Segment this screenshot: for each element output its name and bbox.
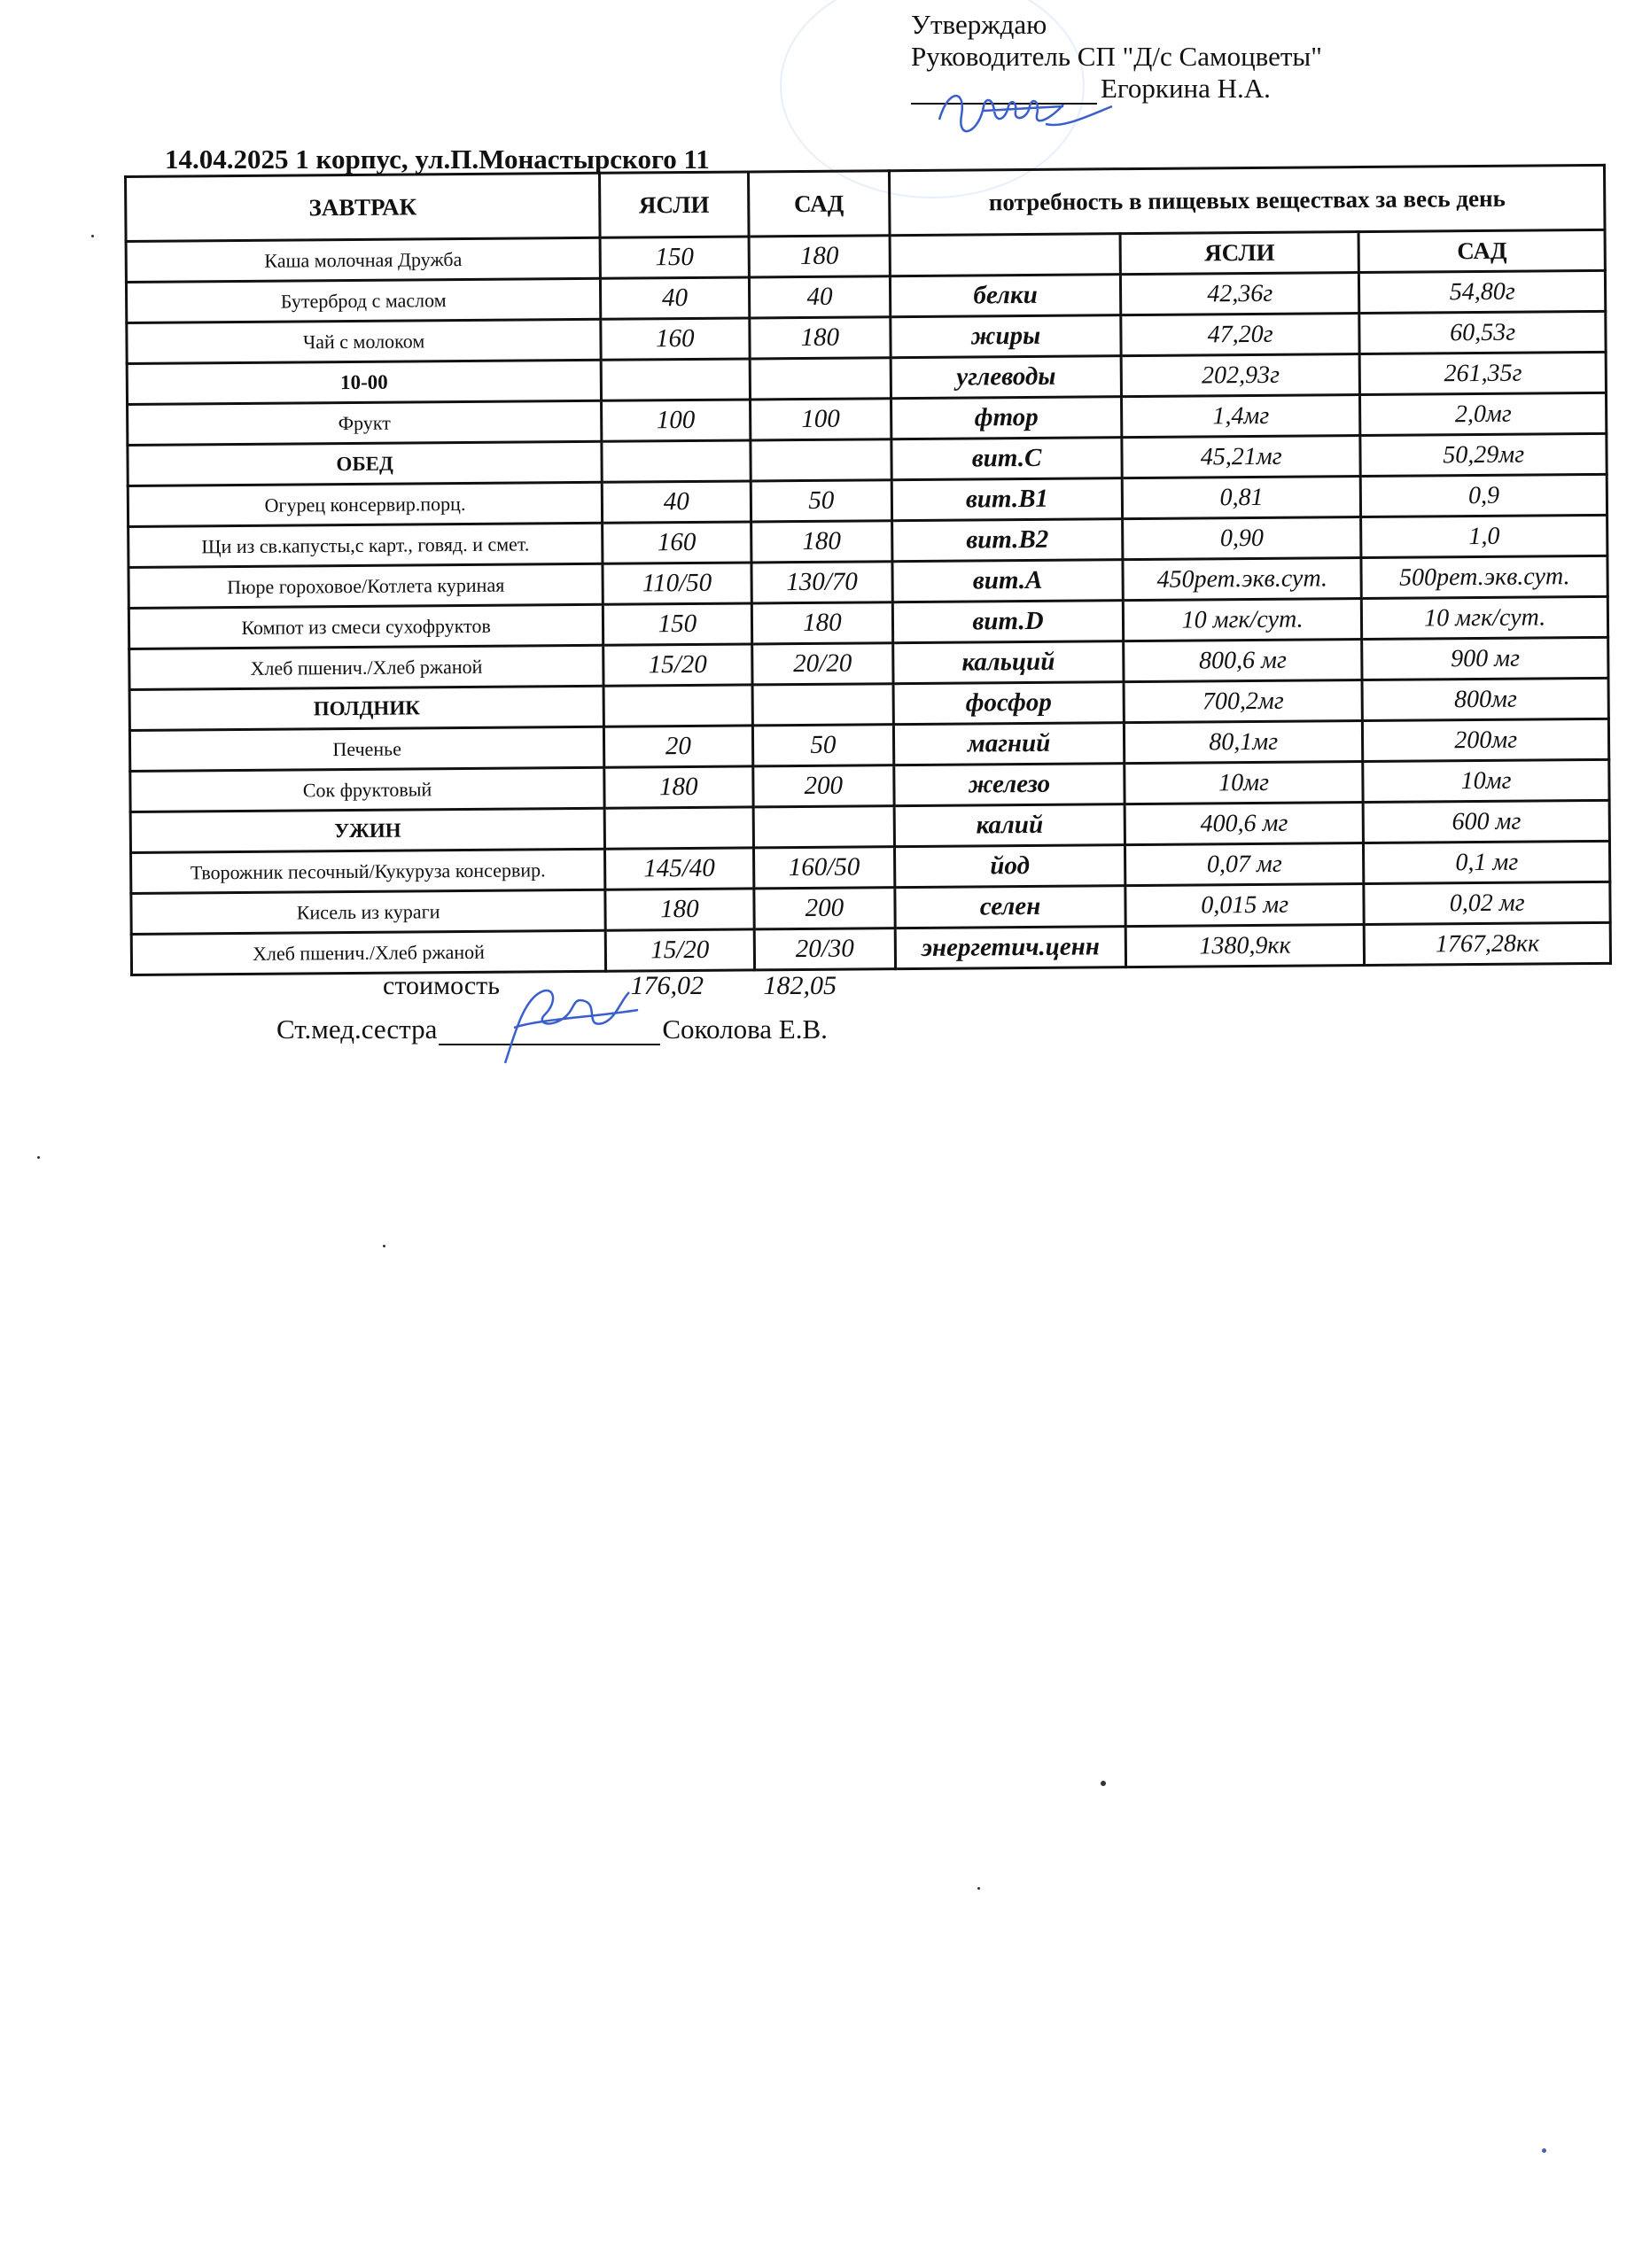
garden-portion: 200	[753, 888, 895, 929]
menu-table	[124, 164, 1612, 976]
dish-name: Пюре гороховое/Котлета куриная	[128, 563, 603, 608]
garden-column-header: САД	[748, 171, 890, 237]
dish-name: Фрукт	[128, 400, 603, 445]
garden-portion	[751, 439, 892, 481]
nurse-label: Ст.мед.сестра	[276, 1014, 438, 1045]
scan-speck	[91, 235, 94, 237]
nutrient-name: вит.В1	[891, 478, 1122, 521]
dish-name: Печенье	[129, 726, 604, 771]
nursery-portion	[604, 807, 753, 849]
nutrient-garden-value: 10мг	[1363, 759, 1609, 802]
dish-name: Хлеб пшенич./Хлеб ржаной	[129, 645, 604, 689]
nursery-portion: 15/20	[603, 644, 752, 686]
nutrient-name: вит.D	[892, 601, 1123, 643]
meal-section-label: ПОЛДНИК	[129, 686, 604, 730]
nutrient-garden-value: 54,80г	[1359, 270, 1606, 313]
nursery-portion	[603, 685, 752, 726]
approver-name: Егоркина Н.А.	[1101, 73, 1271, 104]
nursery-portion	[601, 359, 750, 400]
nutrient-nursery-value: 80,1мг	[1124, 721, 1363, 764]
dish-name: Щи из св.капусты,с карт., говяд. и смет.	[128, 523, 603, 567]
meal-section-label: ОБЕД	[128, 441, 603, 485]
nursery-portion: 145/40	[605, 848, 754, 889]
nutrient-garden-value: 10 мгк/сут.	[1362, 596, 1608, 639]
dish-name: Бутерброд с маслом	[126, 278, 601, 322]
nursery-portion: 180	[604, 766, 753, 808]
nursery-portion: 110/50	[603, 563, 751, 604]
nutrient-name: калий	[894, 804, 1125, 847]
nutrient-nursery-value: 10мг	[1125, 762, 1364, 804]
director-signature	[930, 80, 1125, 142]
nursery-portion: 150	[600, 237, 749, 278]
nursery-portion: 160	[603, 522, 751, 563]
nutrient-name: энергетич.ценн	[895, 927, 1125, 969]
nutrient-garden-value: 900 мг	[1362, 637, 1608, 680]
nutrient-name: жиры	[891, 315, 1121, 358]
garden-portion: 200	[752, 765, 894, 807]
nutrient-nursery-value: 0,90	[1122, 517, 1361, 560]
nutrient-nursery-value: 42,36г	[1120, 273, 1359, 315]
nurse-signature	[487, 975, 656, 1072]
nutrient-nursery-value: 47,20г	[1121, 314, 1360, 356]
nutrient-garden-value: 600 мг	[1364, 800, 1610, 843]
nutrient-name: магний	[894, 723, 1125, 765]
nutrient-nursery-value: 0,015 мг	[1125, 884, 1365, 927]
nutrient-garden-value: 1,0	[1361, 515, 1607, 557]
dish-name: Творожник песочный/Кукуруза консервир.	[131, 849, 606, 893]
nutrient-garden-value: 0,1 мг	[1364, 841, 1610, 883]
nutrient-garden-value: 800мг	[1362, 678, 1608, 720]
needs-garden-header: САД	[1358, 229, 1605, 272]
scan-speck	[1542, 2148, 1546, 2153]
nutrient-name: углеводы	[891, 356, 1121, 399]
garden-portion: 50	[752, 725, 894, 766]
meal-column-header: ЗАВТРАК	[126, 173, 601, 241]
nutrient-name: вит.В2	[892, 519, 1123, 562]
nutrient-nursery-value: 0,81	[1122, 477, 1361, 519]
garden-portion: 40	[749, 276, 891, 318]
dish-name: Компот из смеси сухофруктов	[128, 604, 603, 649]
nutrient-nursery-value: 400,6 мг	[1125, 803, 1364, 845]
scan-speck	[383, 1245, 385, 1247]
nutrient-nursery-value: 1,4мг	[1121, 395, 1360, 438]
cost-garden: 182,05	[763, 971, 837, 1000]
nutrient-name: фтор	[891, 397, 1122, 439]
scan-speck	[1101, 1781, 1106, 1786]
nutrient-nursery-value: 800,6 мг	[1124, 640, 1363, 682]
nutrient-garden-value: 261,35г	[1360, 352, 1607, 394]
nutrient-name: белки	[891, 275, 1121, 317]
nutrient-garden-value: 60,53г	[1359, 311, 1606, 353]
dish-name: Огурец консервир.порц.	[128, 482, 603, 526]
nutrient-garden-value: 200мг	[1363, 718, 1609, 761]
garden-portion: 20/20	[751, 643, 893, 685]
nutrient-nursery-value: 202,93г	[1121, 354, 1360, 397]
garden-portion: 160/50	[753, 847, 895, 889]
nutrient-garden-value: 0,9	[1361, 474, 1607, 517]
garden-portion: 180	[751, 521, 892, 563]
scan-speck	[977, 1887, 980, 1890]
nutrient-name: железо	[894, 764, 1125, 806]
garden-portion	[752, 684, 894, 726]
nutrient-nursery-value: 1380,9кк	[1125, 925, 1365, 967]
nutrient-name: йод	[895, 845, 1125, 888]
garden-portion: 20/30	[754, 928, 896, 970]
garden-portion: 100	[750, 399, 891, 440]
nursery-portion: 15/20	[605, 929, 754, 971]
dish-name: Хлеб пшенич./Хлеб ржаной	[131, 930, 606, 975]
nurse-name: Соколова Е.В.	[662, 1014, 828, 1045]
table-header-row	[126, 165, 1606, 241]
nutrient-name: вит.А	[892, 560, 1123, 602]
dish-name: Сок фруктовый	[130, 767, 605, 812]
nursery-portion: 150	[603, 603, 751, 645]
nutrient-name: фосфор	[893, 682, 1124, 725]
garden-portion: 180	[749, 317, 891, 359]
garden-portion: 50	[751, 480, 892, 522]
nursery-portion: 40	[602, 481, 751, 523]
nutrient-name: селен	[895, 886, 1125, 928]
nutrient-name: кальций	[893, 641, 1124, 684]
garden-portion	[753, 806, 895, 848]
meal-section-label: УЖИН	[130, 808, 605, 852]
nutrient-garden-value: 500рет.экв.сут.	[1361, 555, 1607, 598]
nutrient-name	[890, 234, 1120, 276]
nutrient-nursery-value: 45,21мг	[1122, 436, 1361, 478]
nursery-portion: 100	[602, 400, 751, 441]
nursery-portion: 180	[605, 889, 754, 930]
dish-name: Кисель из кураги	[131, 889, 606, 934]
garden-portion: 180	[751, 602, 893, 644]
nutrient-name: вит.С	[891, 438, 1122, 480]
cost-label: стоимость	[383, 971, 500, 1000]
garden-portion	[750, 358, 891, 400]
nutrient-garden-value: 1767,28кк	[1365, 922, 1611, 965]
dish-name: Каша молочная Дружба	[126, 237, 601, 282]
nutrient-nursery-value: 450рет.экв.сут.	[1123, 558, 1362, 601]
nutrient-nursery-value: 700,2мг	[1124, 680, 1363, 723]
approval-line-1: Утверждаю	[911, 9, 1047, 40]
nutrient-garden-value: 2,0мг	[1360, 392, 1607, 435]
nursery-column-header: ЯСЛИ	[600, 172, 749, 237]
nursery-portion	[602, 440, 751, 482]
approval-line-2: Руководитель СП "Д/с Самоцветы"	[911, 41, 1322, 72]
nursery-portion: 20	[604, 726, 753, 767]
needs-nursery-header: ЯСЛИ	[1120, 232, 1359, 275]
dish-name: Чай с молоком	[127, 319, 602, 363]
nutrient-nursery-value: 10 мгк/сут.	[1123, 599, 1362, 641]
nursery-portion: 160	[601, 318, 750, 360]
needs-column-header: потребность в пищевых веществах за весь день	[890, 165, 1605, 235]
document-title: 14.04.2025 1 корпус, ул.П.Монастырского 11	[165, 144, 710, 175]
nutrient-garden-value: 0,02 мг	[1364, 882, 1610, 924]
nursery-portion: 40	[601, 277, 750, 319]
garden-portion: 130/70	[751, 562, 893, 603]
nutrient-nursery-value: 0,07 мг	[1125, 843, 1364, 886]
meal-section-label: 10-00	[127, 360, 602, 404]
garden-portion: 180	[749, 236, 891, 277]
nutrient-garden-value: 50,29мг	[1360, 433, 1607, 476]
scan-speck	[37, 1156, 40, 1159]
cost-nursery: 176,02	[630, 971, 704, 1000]
